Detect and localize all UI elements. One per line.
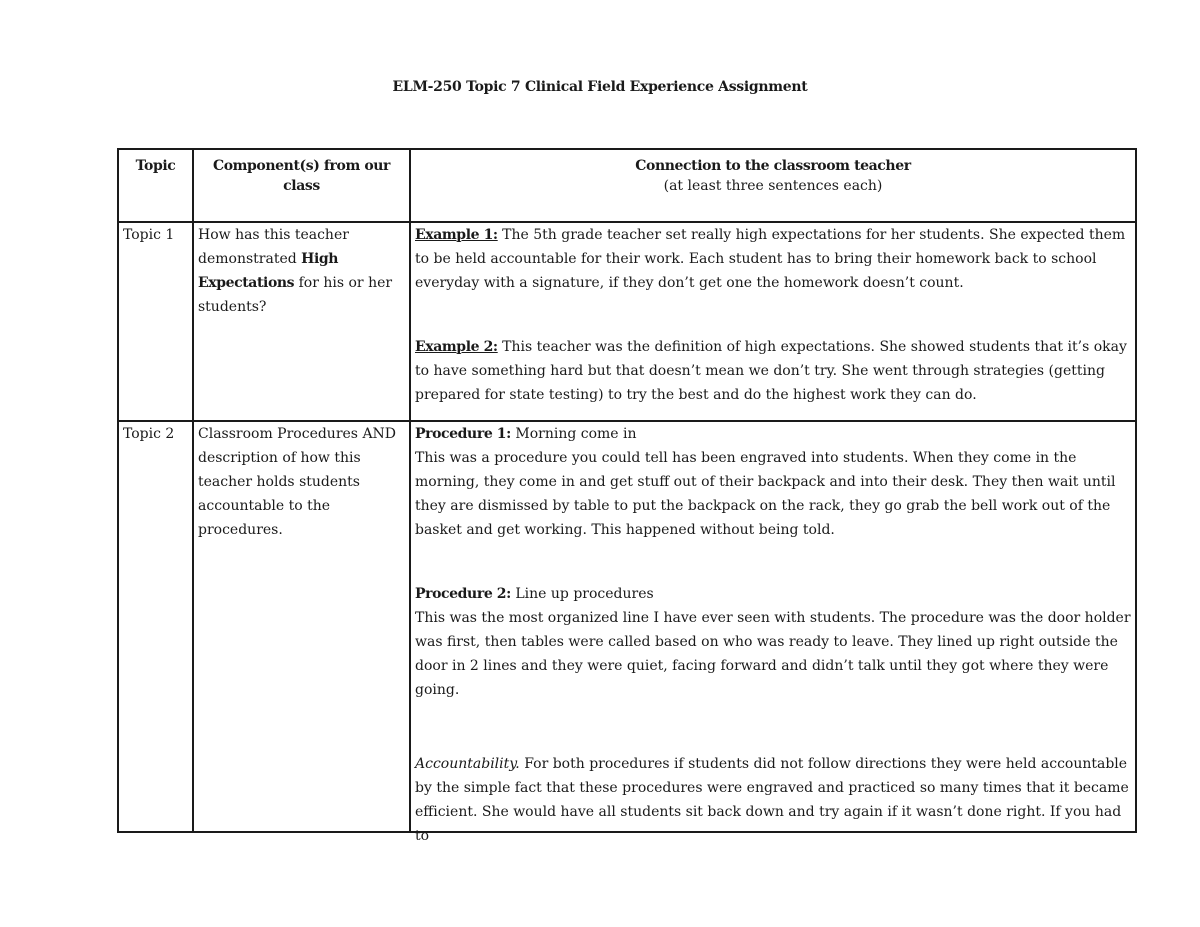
connection-cell	[410, 222, 1136, 421]
topic-cell: Topic 1	[118, 222, 193, 421]
component-cell: Classroom Procedures AND description of how this teacher holds students accountable to the procedures.	[193, 421, 410, 832]
header-connection: Connection to the classroom teacher (at least three sentences each)	[410, 149, 1136, 222]
header-connection-subtitle: (at least three sentences each)	[663, 178, 883, 194]
header-topic: Topic	[118, 149, 193, 222]
document-title: ELM-250 Topic 7 Clinical Field Experience Assignment	[392, 79, 808, 95]
topic-cell: Topic 2	[118, 421, 193, 832]
component-cell: How has this teacher demonstrated High Expectations for his or her students?	[193, 222, 410, 421]
accountability-note: Accountability. For both procedures if students did not follow directions they were held accountable by the simple fact that these procedures were engraved and practiced so many times that it became efficient. She would have all students sit back down and try again if it wasn’t done right. If you had to	[415, 756, 1129, 844]
connection-cell	[410, 421, 1136, 844]
header-component: Component(s) from our class	[193, 149, 410, 222]
procedure-2: Procedure 2: Line up procedures This was the most organized line I have ever seen with students. The procedure was the door holder was first, then tables were called based on who was ready to leave. They lined up right outside the door in 2 lines and they were quiet, facing forward and didn’t talk until they got where they were going.	[415, 586, 1131, 698]
example-1: Example 1: The 5th grade teacher set really high expectations for her students. She expected them to be held accountable for their work. Each student has to bring their homework back to school everyday with a signature, if they don’t get one the homework doesn’t count.	[415, 227, 1126, 291]
procedure-1: Procedure 1: Morning come in This was a procedure you could tell has been engraved into students. When they come in the morning, they come in and get stuff out of their backpack and into their desk. They then wait until they are dismissed by table to put the backpack on the rack, they go grab the bell work out of the basket and get working. This happened without being told.	[415, 426, 1116, 538]
table-row	[118, 222, 1136, 421]
assignment-table	[117, 148, 1137, 844]
example-2: Example 2: This teacher was the definition of high expectations. She showed students that it’s okay to have something hard but that doesn’t mean we don’t try. She went through strategies (getting prepared for state testing) to try the best and do the highest work they can do.	[415, 339, 1127, 403]
table-header-row	[118, 149, 1136, 222]
table-row	[118, 421, 1136, 832]
